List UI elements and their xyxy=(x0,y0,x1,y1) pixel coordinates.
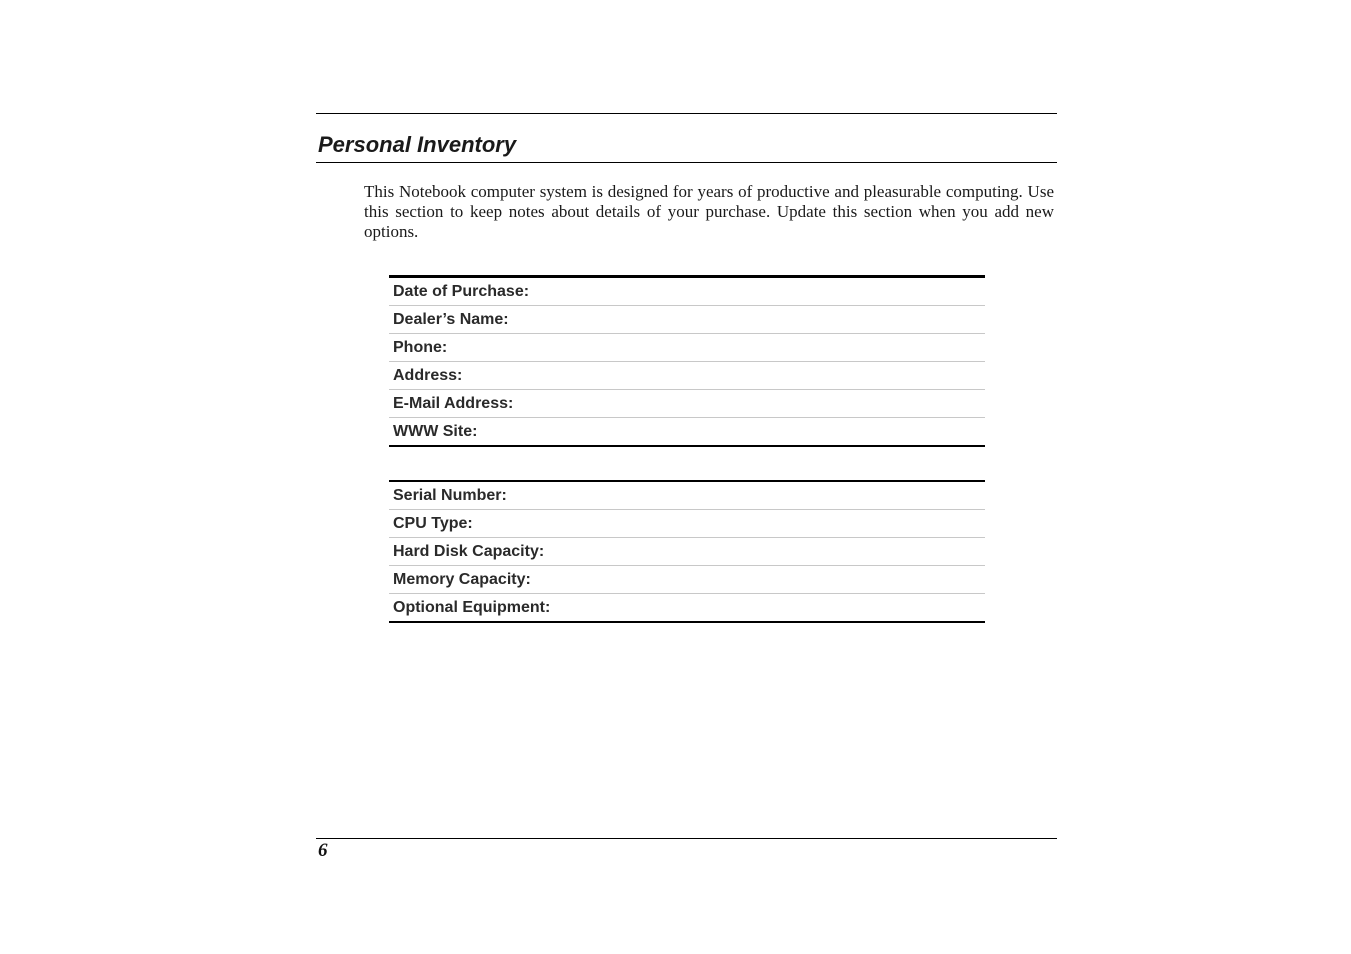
intro-paragraph: This Notebook computer system is designed for years of productive and pleasurable computing. Use this section to keep notes about details of your purchase. Update this section when you add new options. xyxy=(364,182,1054,241)
table-row-dealers-name xyxy=(389,306,985,334)
dealer-info-table xyxy=(389,275,985,447)
field-label-phone: Phone: xyxy=(393,338,448,356)
field-label-email-address: E-Mail Address: xyxy=(393,394,514,412)
field-label-hard-disk-capacity: Hard Disk Capacity: xyxy=(393,542,545,560)
table-row-address xyxy=(389,362,985,390)
table-row-cpu-type xyxy=(389,510,985,538)
system-info-table xyxy=(389,480,985,623)
field-label-memory-capacity: Memory Capacity: xyxy=(393,570,531,588)
section-title: Personal Inventory xyxy=(318,132,517,157)
table-row-phone xyxy=(389,334,985,362)
header-rule xyxy=(316,113,1057,114)
footer-rule xyxy=(316,838,1057,839)
table-row-hard-disk-capacity xyxy=(389,538,985,566)
field-label-address: Address: xyxy=(393,366,463,384)
field-label-serial-number: Serial Number: xyxy=(393,486,507,504)
title-underline-rule xyxy=(316,162,1057,163)
table-row-serial-number xyxy=(389,482,985,510)
table-row-www-site xyxy=(389,418,985,445)
field-label-date-of-purchase: Date of Purchase: xyxy=(393,282,530,300)
table-row-date-of-purchase xyxy=(389,278,985,306)
field-label-dealers-name: Dealer’s Name: xyxy=(393,310,509,328)
field-label-optional-equipment: Optional Equipment: xyxy=(393,598,551,616)
field-label-www-site: WWW Site: xyxy=(393,422,478,440)
page-number: 6 xyxy=(318,840,328,861)
table-row-email-address xyxy=(389,390,985,418)
table-row-memory-capacity xyxy=(389,566,985,594)
field-label-cpu-type: CPU Type: xyxy=(393,514,473,532)
table-row-optional-equipment xyxy=(389,594,985,621)
